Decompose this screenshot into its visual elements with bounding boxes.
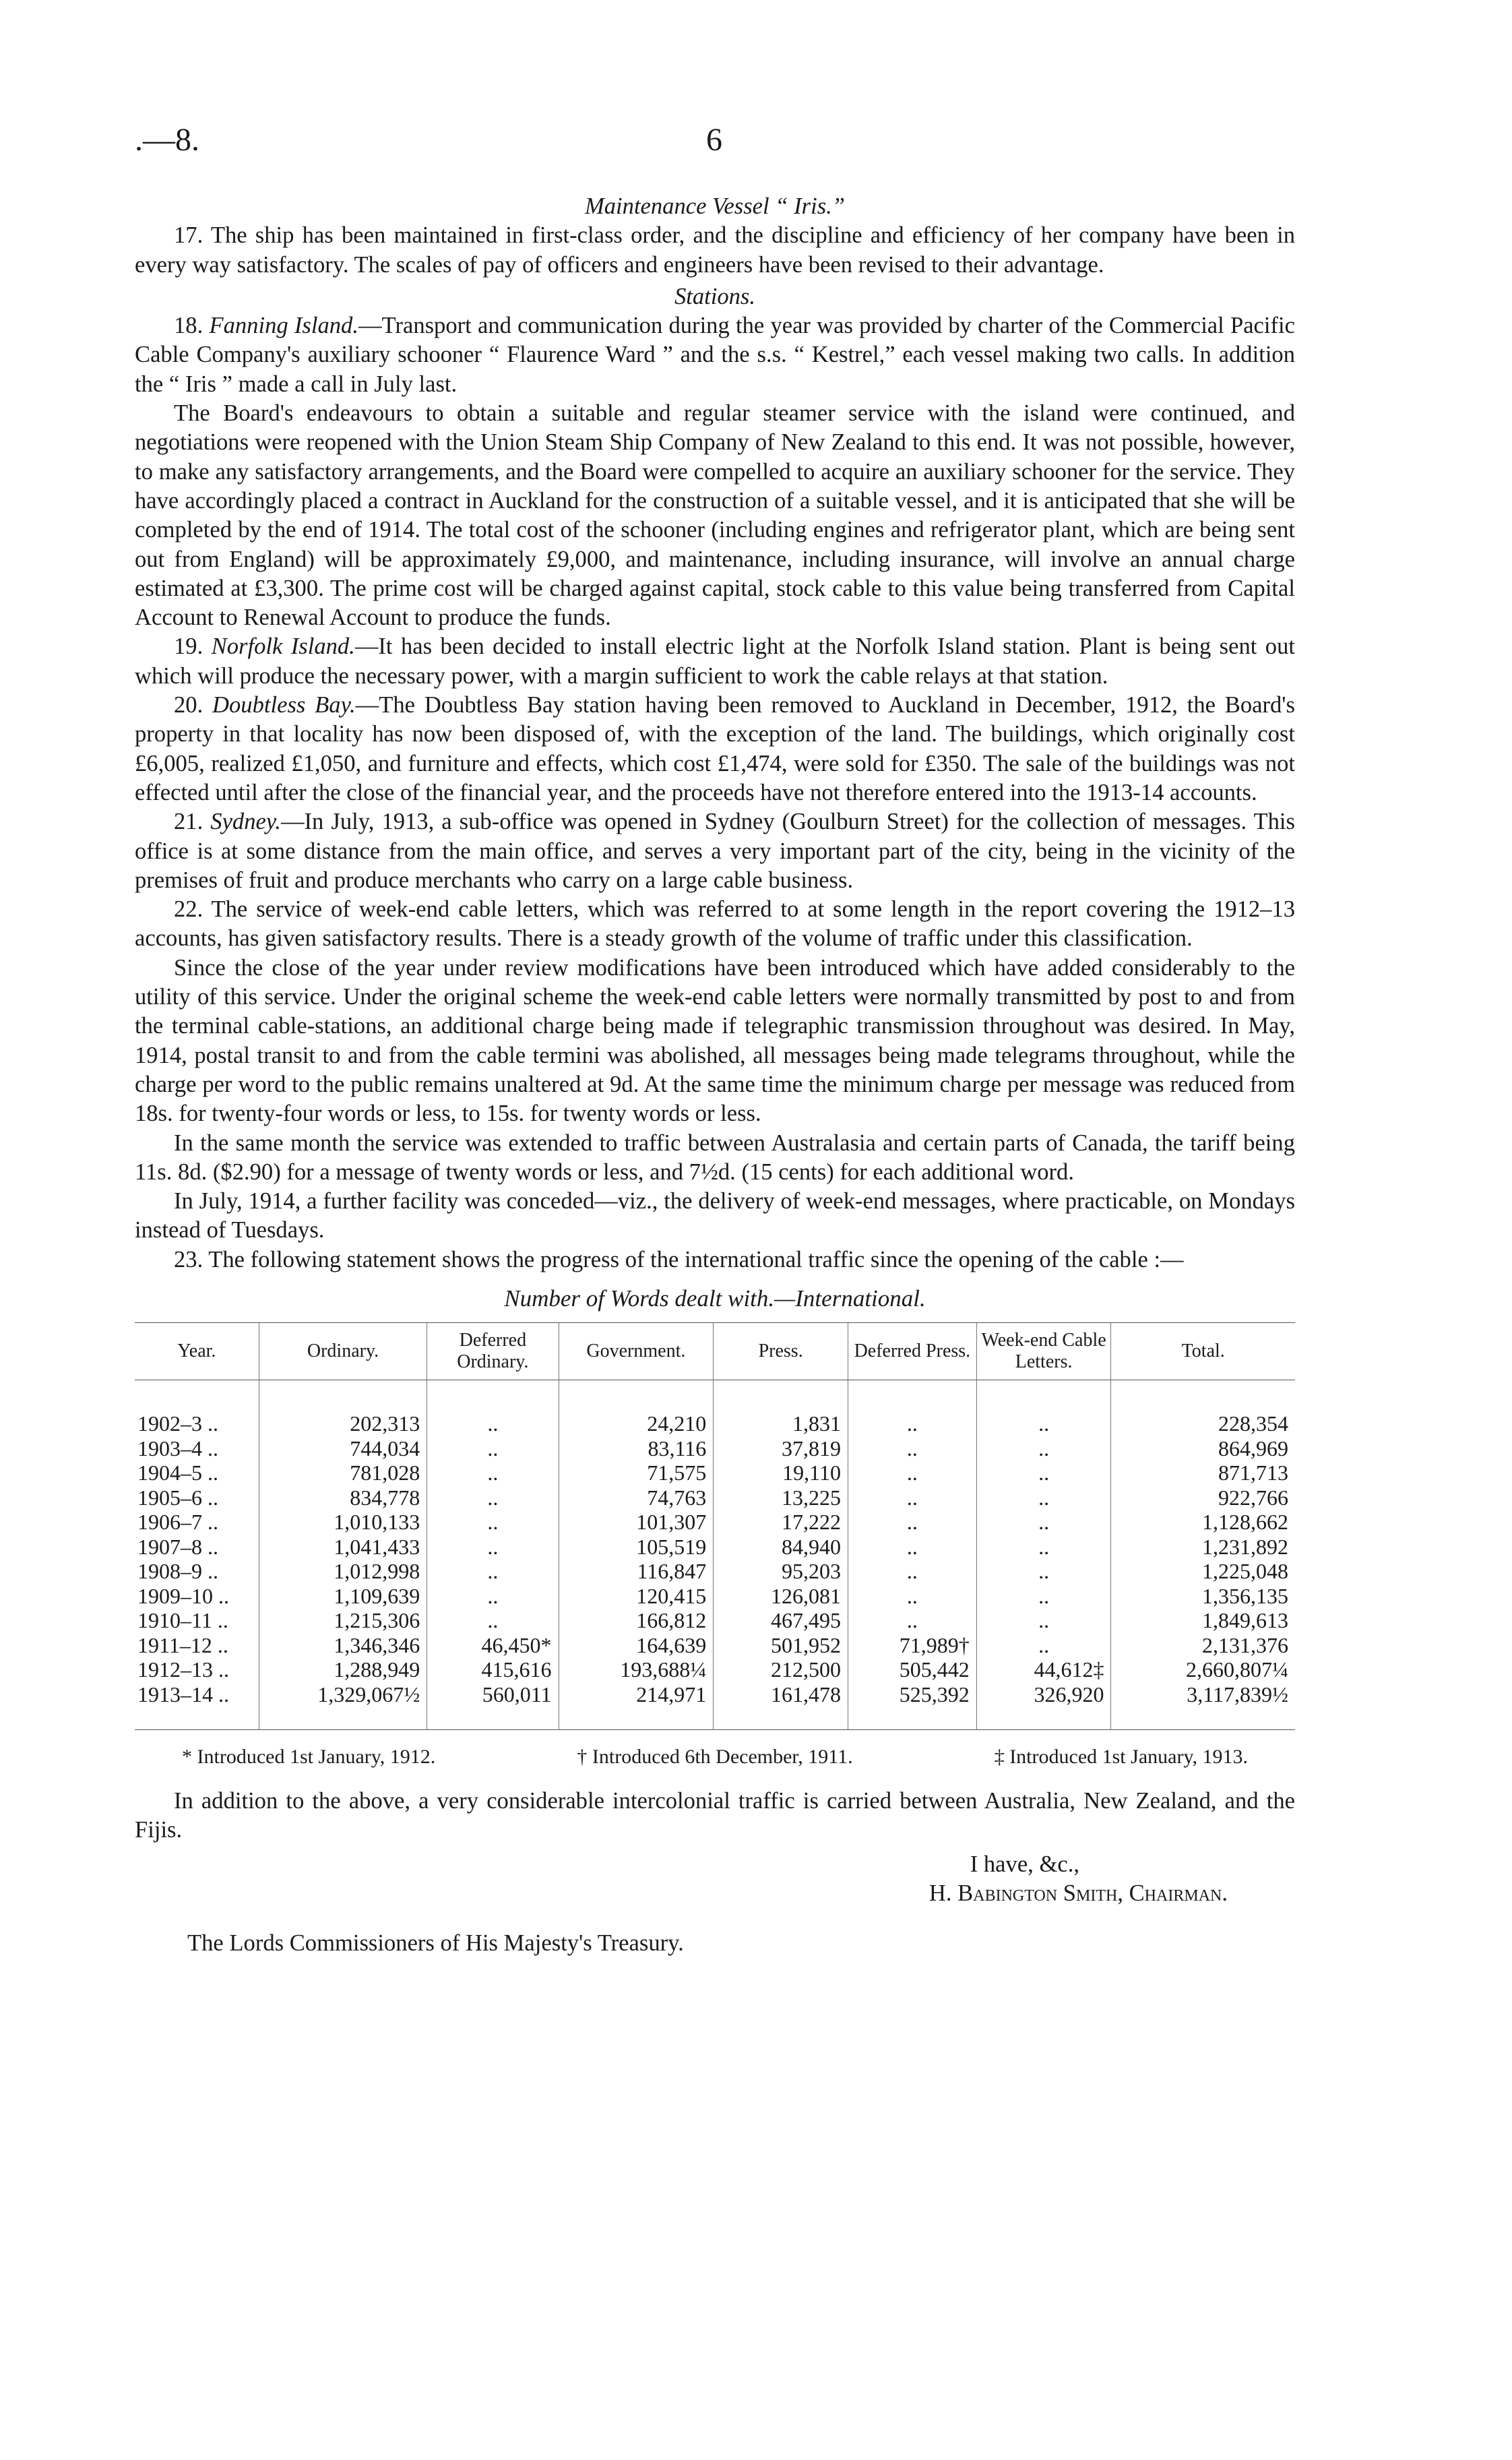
table-cell: 37,819 [714,1436,848,1461]
table-cell: 1,128,662 [1111,1510,1295,1535]
paragraph-18b: The Board's endeavours to obtain a suitable and regular steamer service with the island were continued, and negotiations were reopened with the Union Steam Ship Company of New Zealand to this end. It was not possible, however, to make any satisfactory arrangements, and the Board were compelled to acquire an auxiliary schooner for the service. They have accordingly placed a contract in Auckland for the construction of a suitable vessel, and it is anticipated that she will be completed by the end of 1914. The total cost of the schooner (including engines and refrigerator plant, which are being sent out from England) will be approximately £9,000, and maintenance, including insurance, will involve an annual charge estimated at £3,300. The prime cost will be charged against capital, stock cable to this value being transferred from Capital Account to Renewal Account to produce the funds. [135,400,1295,631]
table-cell: .. [427,1559,559,1584]
table-row [135,1535,1295,1560]
paragraph-20 [135,691,1295,807]
table-row [135,1485,1295,1510]
table-cell: 212,500 [714,1657,848,1682]
table-cell: 467,495 [714,1608,848,1633]
year-cell: 1909–10 .. [137,1583,229,1608]
table-cell: 74,763 [559,1485,714,1510]
table-cell: 501,952 [714,1633,848,1658]
table-cell: 3,117,839½ [1111,1682,1295,1730]
table-cell: .. [848,1584,976,1609]
year-cell: 1907–8 .. [137,1534,218,1559]
footnote: * Introduced 1st January, 1912. [182,1746,436,1769]
table-cell: 2,131,376 [1111,1633,1295,1658]
paragraph-22c: In the same month the service was extended to traffic between Australasia and certain parts of Canada, the tariff being 11s. 8d. ($2.90) for a message of twenty words or less, and 7½d. (15 cents) for each additional word. [135,1130,1295,1185]
table-footnotes [182,1742,1248,1771]
year-cell: 1903–4 .. [137,1436,218,1460]
table-cell: 105,519 [559,1535,714,1560]
year-cell: 1913–14 .. [135,1682,259,1730]
footnote: ‡ Introduced 1st January, 1913. [994,1746,1248,1769]
page-number: 6 [706,122,722,158]
table-cell: 1,329,067½ [259,1682,427,1730]
table-cell: 415,616 [427,1657,559,1682]
paragraph-text: —In July, 1913, a sub-office was opened in Sydney (Goulburn Street) for the collection of messages. This office is at some distance from the main office, and serves a very important part of the city, being in the vicinity of the premises of fruit and produce merchants who carry on a large cable business. [135,809,1295,893]
table-cell: .. [976,1535,1111,1560]
table-cell: 1,215,306 [259,1608,427,1633]
paragraph-number: 20. [174,692,203,718]
table-cell: .. [848,1380,976,1436]
table-cell: 214,971 [559,1682,714,1730]
paragraph-text: —It has been decided to install electric light at the Norfolk Island station. Plant is being sent out which will produce the necessary power, with a margin sufficient to work the cable relays at that station. [135,634,1295,689]
closing-paragraph: In addition to the above, a very considerable intercolonial traffic is carried between Australia, New Zealand, and the Fijis. [135,1787,1295,1843]
year-cell: 1905–6 .. [137,1485,218,1510]
table-cell: .. [976,1436,1111,1461]
table-cell: .. [976,1380,1111,1436]
table-cell: 164,639 [559,1633,714,1658]
signature: H. Babington Smith, Chairman. [928,1880,1228,1907]
table-cell: 1,041,433 [259,1535,427,1560]
table-row [135,1460,1295,1485]
table-cell: 24,210 [559,1380,714,1436]
table-cell: .. [848,1535,976,1560]
table-cell: .. [976,1633,1111,1658]
column-header: Government. [559,1323,714,1380]
column-header: Week-end Cable Letters. [976,1323,1111,1380]
paragraph-text: —Transport and communication during the year was provided by charter of the Commercial Pacific Cable Company's auxiliary schooner “ Flaurence Ward ” and the s.s. “ Kestrel,” each vessel making two calls. In addition the “ Iris ” made a call in July last. [135,313,1295,397]
table-cell: 871,713 [1111,1460,1295,1485]
table-cell: .. [976,1584,1111,1609]
table-cell: 166,812 [559,1608,714,1633]
table-cell: .. [848,1460,976,1485]
table-cell: .. [976,1510,1111,1535]
table-cell: 1,849,613 [1111,1608,1295,1633]
paragraph-number: 19. [174,634,203,660]
column-header: Total. [1111,1323,1295,1380]
table-row [135,1436,1295,1461]
paragraph-22d: In July, 1914, a further facility was conceded—viz., the delivery of week-end messages, where practicable, on Mondays instead of Tuesdays. [135,1188,1295,1243]
table-cell: .. [427,1380,559,1436]
paragraph-heading: Sydney. [210,809,281,835]
paragraph-number: 18. [174,313,203,339]
table-cell: 126,081 [714,1584,848,1609]
table-cell: 83,116 [559,1436,714,1461]
table-cell: 120,415 [559,1584,714,1609]
addressee: The Lords Commissioners of His Majesty's Treasury. [187,1930,684,1956]
section-title-stations: Stations. [674,283,756,309]
table-cell: .. [427,1485,559,1510]
table-cell: .. [848,1559,976,1584]
table-cell: 1,288,949 [259,1657,427,1682]
table-row [135,1584,1295,1609]
table-cell: 864,969 [1111,1436,1295,1461]
table-cell: 525,392 [848,1682,976,1730]
table-cell: 1,012,998 [259,1559,427,1584]
table-cell: 13,225 [714,1485,848,1510]
table-cell: 44,612‡ [976,1657,1111,1682]
table-cell: 1,010,133 [259,1510,427,1535]
column-header: Ordinary. [259,1323,427,1380]
paragraph-18 [135,311,1295,399]
column-header: Deferred Press. [848,1323,976,1380]
year-cell: 1910–11 .. [137,1608,228,1633]
paragraph-heading: Fanning Island. [209,313,358,339]
table-cell: .. [427,1460,559,1485]
table-cell: 1,831 [714,1380,848,1436]
table-cell: .. [976,1559,1111,1584]
table-cell: 834,778 [259,1485,427,1510]
paragraph-22: 22. The service of week-end cable letters, which was referred to at some length in the report covering the 1912–13 accounts, has given satisfactory results. There is a steady growth of the volume of traffic under this classification. [135,896,1295,952]
table-row [135,1682,1295,1730]
paragraph-23: 23. The following statement shows the progress of the international traffic since the opening of the cable :— [174,1246,1184,1272]
column-header: Deferred Ordinary. [427,1323,559,1380]
table-cell: .. [427,1608,559,1633]
table-row [135,1657,1295,1682]
table-cell: 781,028 [259,1460,427,1485]
paragraph-number: 21. [174,809,203,835]
column-header: Press. [714,1323,848,1380]
table-cell: 71,575 [559,1460,714,1485]
section-title-vessel: Maintenance Vessel “ Iris.” [584,193,846,219]
table-row [135,1380,1295,1436]
salutation: I have, &c., [970,1851,1079,1878]
paragraph-19 [135,632,1295,691]
table-cell: .. [976,1460,1111,1485]
table-cell: 101,307 [559,1510,714,1535]
table-cell: .. [848,1485,976,1510]
table-cell: .. [848,1436,976,1461]
table-header-row [135,1323,1295,1380]
table-title: Number of Words dealt with.—International. [504,1285,926,1312]
table-cell: .. [848,1510,976,1535]
header-reference: .—8. [135,122,199,158]
table-cell: 161,478 [714,1682,848,1730]
table-cell: .. [427,1535,559,1560]
table-cell: 17,222 [714,1510,848,1535]
table-cell: 326,920 [976,1682,1111,1730]
table-cell: 1,346,346 [259,1633,427,1658]
table-cell: 202,313 [259,1380,427,1436]
table-cell: 19,110 [714,1460,848,1485]
paragraph-21 [135,807,1295,895]
table-cell: .. [427,1436,559,1461]
table-cell: 95,203 [714,1559,848,1584]
table-cell: .. [976,1608,1111,1633]
year-cell: 1908–9 .. [137,1559,218,1584]
table-cell: 505,442 [848,1657,976,1682]
paragraph-22b: Since the close of the year under review modifications have been introduced which have added considerably to the utility of this service. Under the original scheme the week-end cable letters were normally transmitted by post to and from the terminal cable-stations, an additional charge being made if telegraphic transmission throughout was desired. In May, 1914, postal transit to and from the cable termini was abolished, all messages being made telegrams throughout, while the charge per word to the public remains unaltered at 9d. At the same time the minimum charge per message was reduced from 18s. for twenty-four words or less, to 15s. for twenty words or less. [135,954,1295,1127]
table-cell: .. [848,1608,976,1633]
table-cell: 71,989† [848,1633,976,1658]
table-row [135,1608,1295,1633]
table-cell: 1,225,048 [1111,1559,1295,1584]
year-cell: 1906–7 .. [137,1510,218,1535]
table-cell: 116,847 [559,1559,714,1584]
document-body [135,192,1295,1958]
table-body [135,1380,1295,1730]
table-cell: 1,356,135 [1111,1584,1295,1609]
table-cell: 228,354 [1111,1380,1295,1436]
traffic-table [135,1322,1295,1730]
table-cell: 84,940 [714,1535,848,1560]
table-row [135,1510,1295,1535]
year-cell: 1911–12 .. [137,1632,228,1657]
year-cell: 1904–5 .. [137,1460,218,1485]
table-row [135,1559,1295,1584]
table-cell: 1,109,639 [259,1584,427,1609]
table-cell: 2,660,807¼ [1111,1657,1295,1682]
paragraph-17: 17. The ship has been maintained in first-class order, and the discipline and efficiency of her company have been in every way satisfactory. The scales of pay of officers and engineers have been revised to their advantage. [135,222,1295,278]
paragraph-text: —The Doubtless Bay station having been removed to Auckland in December, 1912, the Board's property in that locality has now been disposed of, with the exception of the land. The buildings, which originally cost £6,005, realized £1,050, and furniture and effects, which cost £1,474, were sold for £350. The sale of the buildings was not effected until after the close of the financial year, and the proceeds have not therefore entered into the 1913-14 accounts. [135,692,1295,805]
table-cell: .. [427,1584,559,1609]
table-row [135,1633,1295,1658]
year-cell: 1912–13 .. [137,1657,229,1682]
paragraph-heading: Norfolk Island. [211,634,355,660]
year-cell: 1902–3 .. [137,1411,218,1436]
table-cell: 744,034 [259,1436,427,1461]
table-cell: 922,766 [1111,1485,1295,1510]
footnote: † Introduced 6th December, 1911. [577,1746,853,1769]
table-cell: 46,450* [427,1633,559,1658]
table-cell: 560,011 [427,1682,559,1730]
column-header: Year. [135,1323,259,1380]
table-cell: 1,231,892 [1111,1535,1295,1560]
paragraph-heading: Doubtless Bay. [212,692,356,718]
table-cell: 193,688¼ [559,1657,714,1682]
table-cell: .. [976,1485,1111,1510]
table-cell: .. [427,1510,559,1535]
